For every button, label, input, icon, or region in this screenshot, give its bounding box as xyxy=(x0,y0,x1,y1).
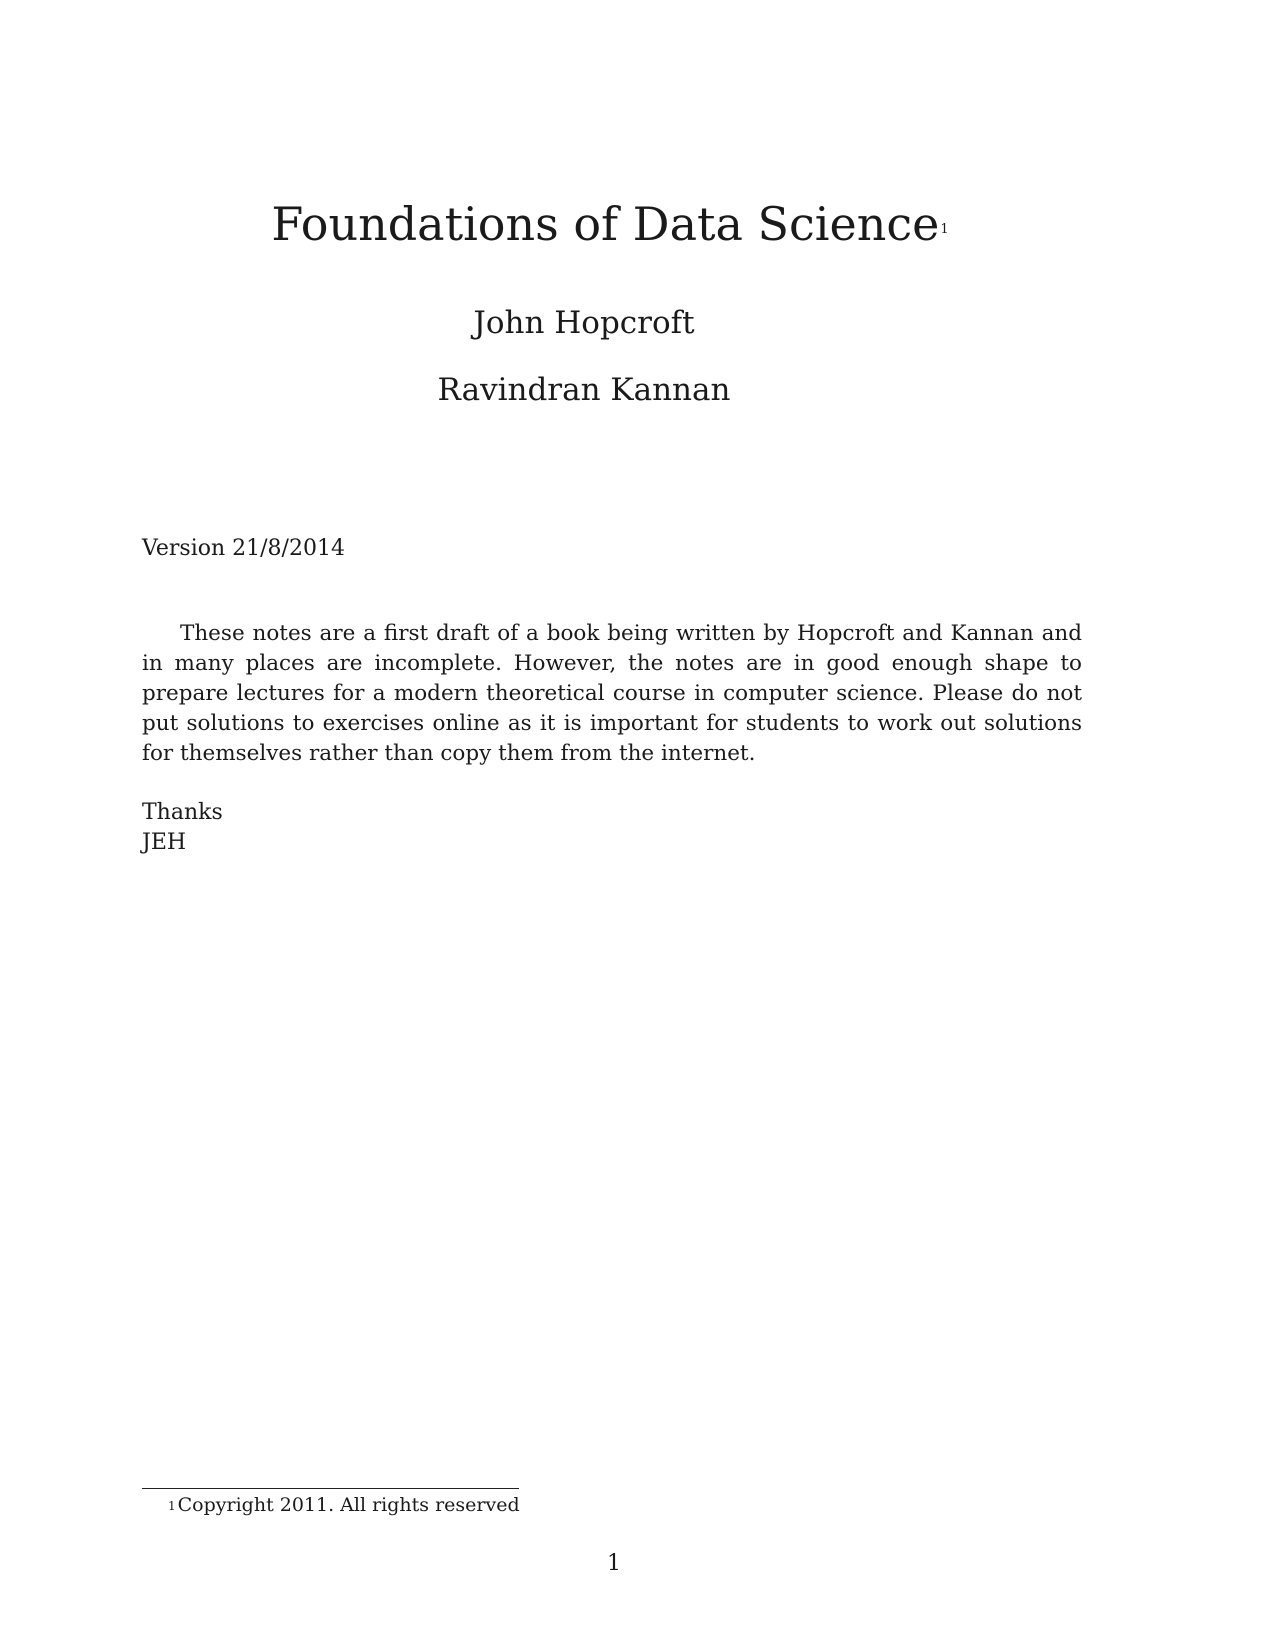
footnote-marker: 1 xyxy=(168,1499,176,1513)
signoff-thanks: Thanks xyxy=(142,800,223,825)
author-hopcroft: John Hopcroft xyxy=(473,305,695,341)
footnote xyxy=(168,1492,520,1518)
version-line: Version 21/8/2014 xyxy=(142,536,345,561)
signoff xyxy=(142,798,223,858)
author-kannan: Ravindran Kannan xyxy=(437,372,731,408)
signoff-initials: JEH xyxy=(142,830,187,855)
page-number: 1 xyxy=(607,1551,621,1576)
document-title xyxy=(0,196,1220,252)
notes-paragraph: These notes are a first draft of a book being written by Hopcroft and Kannan and in many places are incomplete. However, the notes are in good enough shape to prepare lectures for a modern theoretical course in computer science. Please do not put solutions to exercises online as it is important for students to work out solutions for themselves rather than copy them from the internet. xyxy=(142,621,1082,766)
footnote-divider xyxy=(142,1488,519,1489)
title-text: Foundations of Data Science xyxy=(271,197,940,251)
footnote-text: Copyright 2011. All rights reserved xyxy=(177,1494,520,1516)
title-footnote-marker: 1 xyxy=(940,222,949,237)
